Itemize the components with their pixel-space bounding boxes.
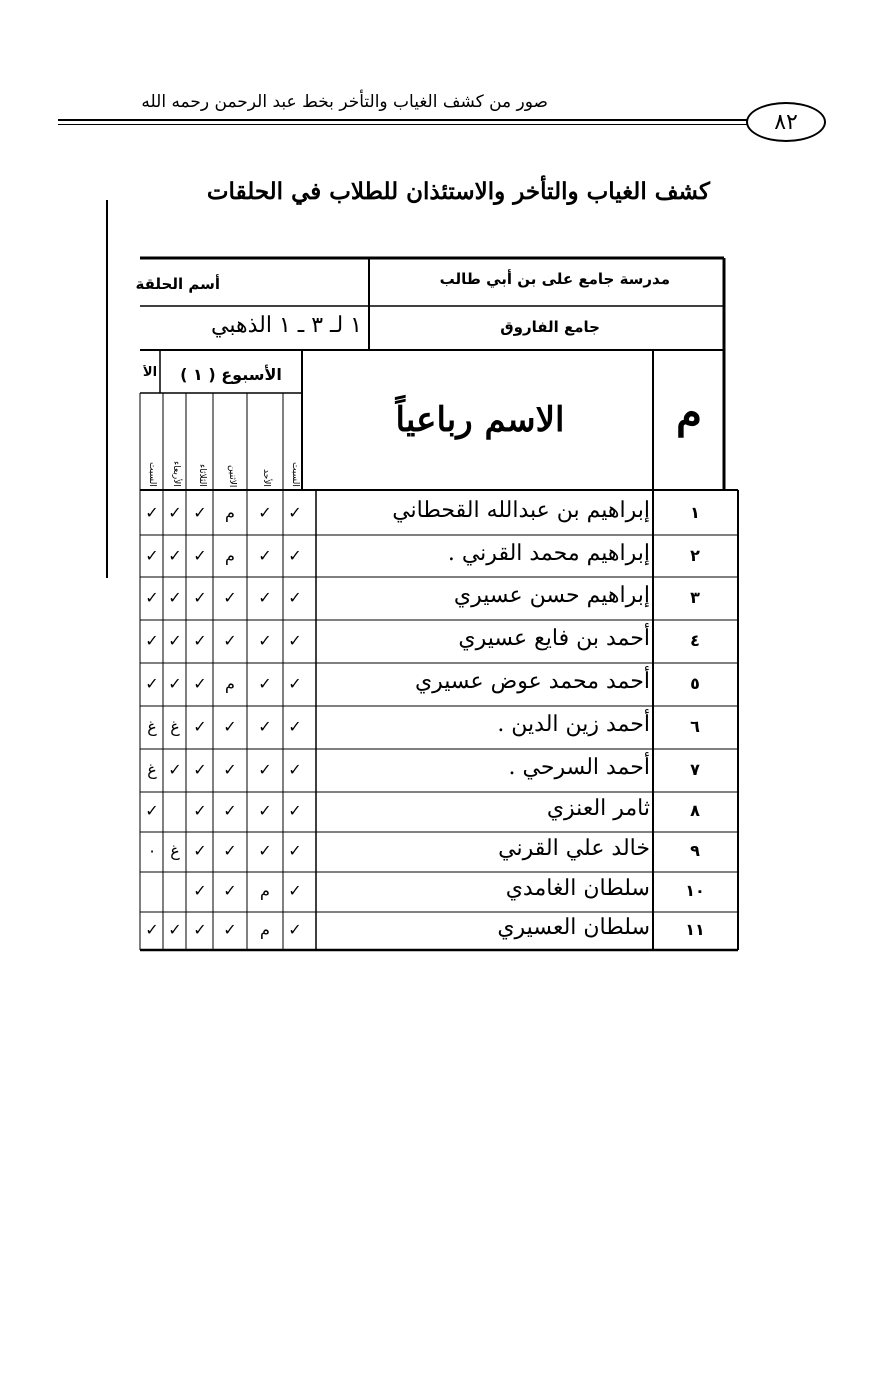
sheet-title: كشف الغياب والتأخر والاستئذان للطلاب في الحلقات bbox=[206, 178, 710, 205]
attendance-mark: ✓ bbox=[145, 631, 159, 650]
day-header-6: السبت bbox=[147, 462, 157, 487]
student-name: سلطان العسيري bbox=[497, 915, 650, 940]
attendance-mark: م bbox=[260, 881, 270, 900]
attendance-mark: ✓ bbox=[258, 760, 272, 779]
attendance-mark: ✓ bbox=[168, 674, 182, 693]
attendance-mark: ✓ bbox=[193, 588, 207, 607]
attendance-mark: ✓ bbox=[258, 546, 272, 565]
attendance-mark: م bbox=[260, 920, 270, 939]
attendance-mark: ✓ bbox=[223, 631, 237, 650]
attendance-mark: ✓ bbox=[258, 588, 272, 607]
next-week-label: الأ bbox=[142, 365, 158, 380]
attendance-mark: ✓ bbox=[288, 920, 302, 939]
running-head: صور من كشف الغياب والتأخر بخط عبد الرحمن رحمه الله bbox=[141, 92, 548, 112]
attendance-mark: ✓ bbox=[288, 674, 302, 693]
attendance-mark: ✓ bbox=[168, 546, 182, 565]
row-number: ٤ bbox=[690, 631, 700, 650]
attendance-mark: ✓ bbox=[288, 588, 302, 607]
attendance-mark: ✓ bbox=[288, 546, 302, 565]
student-name: خالد علي القرني bbox=[498, 836, 650, 861]
attendance-mark: م bbox=[225, 503, 235, 522]
attendance-mark: ✓ bbox=[168, 631, 182, 650]
page-number: ٨٢ bbox=[746, 102, 826, 142]
row-number: ٧ bbox=[690, 760, 700, 779]
student-name: إبراهيم حسن عسيري bbox=[453, 583, 650, 608]
attendance-mark: ✓ bbox=[223, 920, 237, 939]
attendance-mark: ✓ bbox=[193, 760, 207, 779]
attendance-mark: ✓ bbox=[145, 546, 159, 565]
attendance-mark: ✓ bbox=[288, 841, 302, 860]
attendance-mark: ✓ bbox=[193, 503, 207, 522]
attendance-mark: م bbox=[225, 546, 235, 565]
attendance-mark: ✓ bbox=[193, 717, 207, 736]
student-name: أحمد محمد عوض عسيري bbox=[414, 669, 650, 694]
attendance-mark: ✓ bbox=[258, 841, 272, 860]
attendance-mark: ✓ bbox=[193, 841, 207, 860]
student-name: إبراهيم محمد القرني . bbox=[447, 541, 650, 566]
attendance-mark: ✓ bbox=[193, 801, 207, 820]
attendance-mark: ✓ bbox=[145, 588, 159, 607]
attendance-mark: ✓ bbox=[258, 503, 272, 522]
row-number: ٥ bbox=[690, 674, 700, 693]
attendance-mark: ٠ bbox=[147, 841, 157, 860]
attendance-mark: ✓ bbox=[168, 588, 182, 607]
student-name: سلطان الغامدي bbox=[505, 876, 650, 901]
attendance-mark: ✓ bbox=[258, 717, 272, 736]
day-header-4: الثلاثاء bbox=[197, 464, 207, 487]
attendance-mark: ✓ bbox=[223, 801, 237, 820]
attendance-mark: ✓ bbox=[168, 760, 182, 779]
student-name: إبراهيم بن عبدالله القحطاني bbox=[392, 498, 650, 523]
attendance-mark: م bbox=[225, 674, 235, 693]
attendance-mark: غ bbox=[170, 717, 180, 736]
attendance-mark: ✓ bbox=[223, 841, 237, 860]
student-name: أحمد زين الدين . bbox=[497, 712, 650, 737]
student-name: ثامر العنزي bbox=[546, 796, 650, 821]
attendance-mark: ✓ bbox=[223, 717, 237, 736]
attendance-mark: ✓ bbox=[193, 546, 207, 565]
row-number: ١ bbox=[690, 503, 700, 522]
attendance-mark: ✓ bbox=[288, 801, 302, 820]
row-number: ٩ bbox=[690, 841, 700, 860]
attendance-mark: ✓ bbox=[288, 503, 302, 522]
school-value: جامع الفاروق bbox=[500, 318, 600, 336]
day-header-3: الاثنين bbox=[227, 464, 237, 487]
row-number: ٢ bbox=[690, 546, 700, 565]
attendance-mark: ✓ bbox=[145, 674, 159, 693]
attendance-mark: ✓ bbox=[193, 674, 207, 693]
attendance-mark: غ bbox=[147, 760, 157, 779]
attendance-mark: ✓ bbox=[193, 920, 207, 939]
student-name: أحمد بن فايع عسيري bbox=[458, 626, 650, 651]
attendance-mark: ✓ bbox=[288, 760, 302, 779]
col-name-header: الاسم رباعياً bbox=[395, 400, 565, 440]
school-label: مدرسة جامع على بن أبي طالب bbox=[439, 270, 670, 288]
attendance-mark: ✓ bbox=[145, 801, 159, 820]
attendance-mark: ✓ bbox=[145, 920, 159, 939]
row-number: ٣ bbox=[690, 588, 700, 607]
attendance-mark: ✓ bbox=[223, 760, 237, 779]
attendance-mark: ✓ bbox=[258, 674, 272, 693]
week-label: الأسبوع ( ١ ) bbox=[180, 365, 282, 384]
row-number: ١٠ bbox=[685, 881, 705, 900]
attendance-mark: ✓ bbox=[168, 503, 182, 522]
circle-value: ١ لـ ٣ ـ ١ الذهبي bbox=[211, 313, 362, 338]
col-number-header: م bbox=[675, 388, 702, 437]
attendance-mark: ✓ bbox=[223, 881, 237, 900]
student-name: أحمد السرحي . bbox=[508, 755, 650, 780]
attendance-mark: ✓ bbox=[258, 631, 272, 650]
attendance-mark: ✓ bbox=[288, 881, 302, 900]
day-header-2: الأحد bbox=[261, 469, 271, 487]
attendance-mark: ✓ bbox=[288, 717, 302, 736]
attendance-mark: ✓ bbox=[193, 881, 207, 900]
attendance-mark: غ bbox=[170, 841, 180, 860]
row-number: ٨ bbox=[690, 801, 700, 820]
attendance-mark: ✓ bbox=[193, 631, 207, 650]
attendance-mark: ✓ bbox=[145, 503, 159, 522]
attendance-mark: ✓ bbox=[258, 801, 272, 820]
circle-label: أسم الحلقة bbox=[135, 275, 220, 293]
attendance-mark: ✓ bbox=[168, 920, 182, 939]
attendance-mark: ✓ bbox=[223, 588, 237, 607]
attendance-mark: ✓ bbox=[288, 631, 302, 650]
attendance-mark: غ bbox=[147, 717, 157, 736]
day-header-1: السبت bbox=[290, 462, 300, 487]
row-number: ١١ bbox=[685, 920, 705, 939]
day-header-5: الأربعاء bbox=[171, 461, 181, 487]
row-number: ٦ bbox=[690, 717, 700, 736]
